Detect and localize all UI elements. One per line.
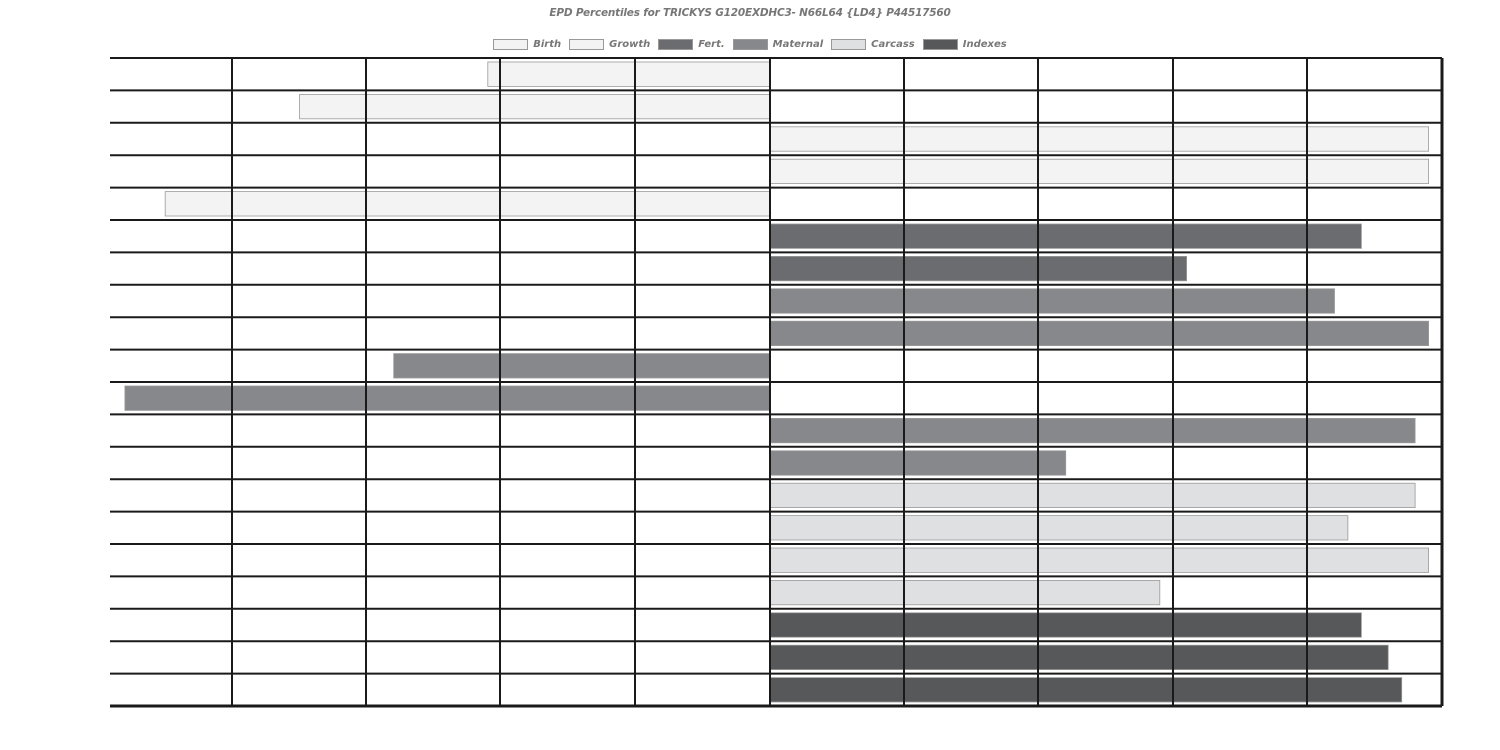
bar bbox=[394, 354, 770, 378]
bar bbox=[770, 516, 1348, 540]
bar bbox=[770, 224, 1361, 248]
legend-label: Carcass bbox=[871, 38, 915, 50]
legend-label: Growth bbox=[609, 38, 651, 50]
legend-label: Maternal bbox=[772, 38, 824, 50]
bar bbox=[770, 289, 1335, 313]
bar bbox=[770, 645, 1388, 669]
bar bbox=[770, 613, 1361, 637]
chart-title: EPD Percentiles for TRICKYS G120EXDHC3- N66L64 {LD4} P44517560 bbox=[549, 7, 951, 19]
bar bbox=[770, 256, 1187, 280]
bar bbox=[770, 483, 1415, 507]
legend-label: Indexes bbox=[962, 38, 1007, 50]
bar bbox=[770, 548, 1429, 572]
bar bbox=[300, 94, 770, 118]
bar bbox=[125, 386, 770, 410]
legend-label: Fert. bbox=[698, 38, 725, 50]
bar bbox=[770, 580, 1160, 604]
bar bbox=[165, 192, 770, 216]
bar bbox=[770, 321, 1429, 345]
legend-label: Birth bbox=[533, 38, 562, 50]
bar bbox=[770, 451, 1066, 475]
bar bbox=[770, 159, 1429, 183]
bar bbox=[770, 127, 1429, 151]
bar bbox=[770, 418, 1415, 442]
bar bbox=[488, 62, 770, 86]
